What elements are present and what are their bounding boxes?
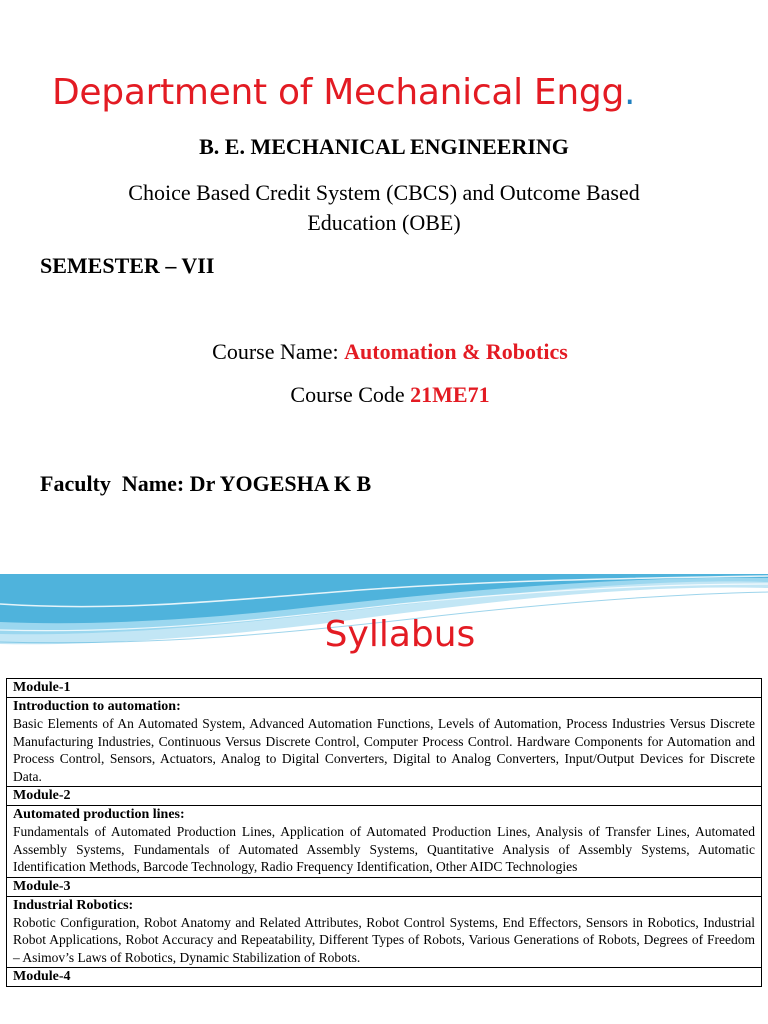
module-content [7, 806, 761, 878]
credit-system-line-2: Education (OBE) [307, 210, 461, 235]
course-name [0, 339, 768, 365]
module-label: Module-4 [7, 968, 761, 987]
program-title: B. E. MECHANICAL ENGINEERING [199, 134, 569, 159]
course-code-value: 21ME71 [410, 382, 490, 407]
module-content [7, 698, 761, 787]
module-body: Basic Elements of An Automated System, Advanced Automation Functions, Levels of Automation, Process Industries Versus Discrete Manufacturing Industries, Continuous Versus Discrete Control, Computer Process Control. Hardware Components for Automation and Process Control, Sensors, Actuators, Analog to Digital Converters, Digital to Analog Converters, Input/Output Devices for Discrete Data. [13, 716, 755, 784]
semester-label: SEMESTER – VII [40, 253, 215, 278]
module-label: Module-3 [7, 878, 761, 897]
module-label: Module-2 [7, 787, 761, 806]
department-title-dot: . [624, 72, 636, 113]
module-body: Fundamentals of Automated Production Lines, Application of Automated Production Lines, Analysis of Transfer Lines, Automated Assembly Systems, Fundamentals of Automated Assembly Systems, Quantitative Analysis of Assembly Systems, Automatic Identification Methods, Barcode Technology, Radio Frequency Identification, Other AIDC Technologies [13, 824, 755, 874]
module-content [7, 897, 761, 969]
syllabus-title: Syllabus [324, 614, 476, 655]
department-title: Department of Mechanical Engg. [52, 72, 636, 113]
syllabus-table [6, 678, 762, 987]
course-code [0, 382, 768, 408]
course-name-value: Automation & Robotics [344, 339, 568, 364]
module-heading: Automated production lines: [13, 807, 185, 822]
module-body: Robotic Configuration, Robot Anatomy and Related Attributes, Robot Control Systems, End Effectors, Sensors in Robotics, Industrial Robot Applications, Robot Accuracy and Repeatability, Different Types of Robots, Various Generations of Robots, Degrees of Freedom – Asimov’s Laws of Robotics, Dynamic Stabilization of Robots. [13, 914, 755, 965]
module-label: Module-1 [7, 679, 761, 698]
credit-system-text [60, 178, 708, 238]
syllabus-slide [0, 574, 768, 1024]
credit-system-line-1: Choice Based Credit System (CBCS) and Outcome Based [128, 180, 640, 205]
module-heading: Introduction to automation: [13, 699, 181, 714]
course-code-label: Course Code [290, 382, 411, 407]
module-heading: Industrial Robotics: [13, 897, 134, 913]
course-name-label: Course Name: [212, 339, 345, 364]
faculty-name: Faculty Name: Dr YOGESHA K B [40, 471, 372, 496]
